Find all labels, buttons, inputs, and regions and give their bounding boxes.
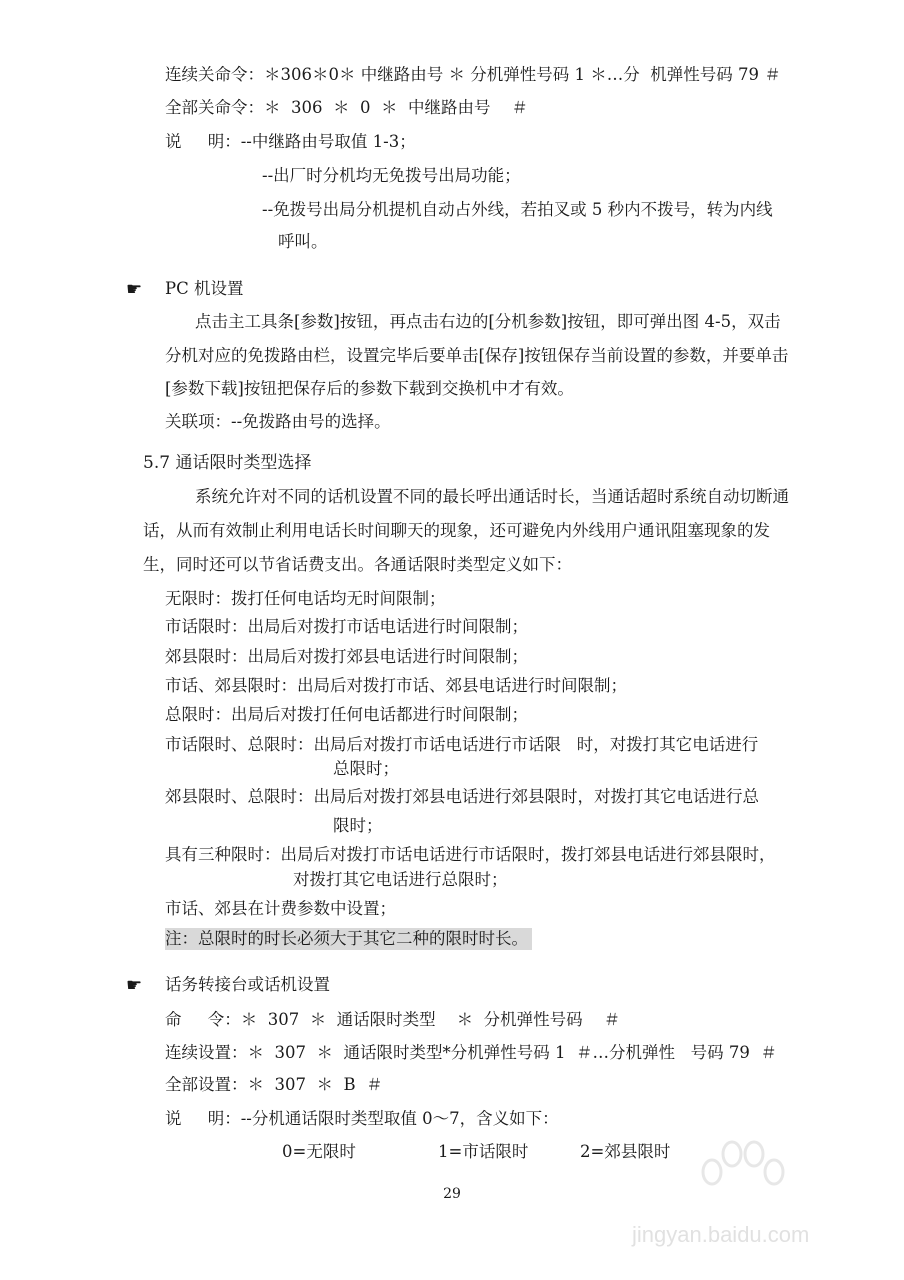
section-heading: PC 机设置 (165, 279, 244, 298)
watermark-url: jingyan.baidu.com (632, 1222, 810, 1247)
definition-line: 市话限时、总限时：出局后对拨打市话电话进行市话限 时，对拨打其它电话进行 (165, 735, 759, 754)
definition-line: 无限时：拨打任何电话均无时间限制； (165, 589, 446, 608)
definition-line: 郊县限时、总限时：出局后对拨打郊县电话进行郊县限时，对拨打其它电话进行总 (165, 787, 759, 806)
related-items: 关联项：--免拨路由号的选择。 (165, 412, 391, 431)
type-item: 1=市话限时 (438, 1142, 529, 1161)
command-line: 全部设置：＊ 307 ＊ B ＃ (165, 1075, 383, 1094)
command-line: 命 令：＊ 307 ＊ 通话限时类型 ＊ 分机弹性号码 ＃ (165, 1010, 621, 1029)
text-line: 呼叫。 (278, 232, 328, 251)
definition-line: 郊县限时：出局后对拨打郊县电话进行时间限制； (165, 647, 528, 666)
definition-line: 限时； (333, 816, 383, 835)
type-item: 0=无限时 (282, 1142, 356, 1161)
highlighted-note: 注：总限时的时长必须大于其它二种的限时时长。 (165, 928, 532, 950)
command-line: 连续设置：＊ 307 ＊ 通话限时类型*分机弹性号码 1 ＃…分机弹性 号码 79 ＃ (165, 1043, 777, 1062)
text-line: --免拨号出局分机提机自动占外线，若拍叉或 5 秒内不拨号，转为内线 (262, 200, 773, 219)
command-line: 说 明：--分机通话限时类型取值 0～7，含义如下： (165, 1109, 559, 1128)
type-item: 2=郊县限时 (580, 1142, 671, 1161)
text-line: 说 明：--中继路由号取值 1-3； (165, 132, 416, 151)
paragraph-line: 分机对应的免拨路由栏，设置完毕后要单击[保存]按钮保存当前设置的参数，并要单击 (165, 346, 789, 365)
text-line: --出厂时分机均无免拨号出局功能； (262, 166, 521, 185)
paragraph-line: 系统允许对不同的话机设置不同的最长呼出通话时长，当通话超时系统自动切断通 (195, 487, 789, 506)
paw-icon (682, 1132, 802, 1202)
section-heading: 话务转接台或话机设置 (165, 975, 330, 994)
pointing-hand-icon: ☛ (126, 975, 143, 996)
definition-line: 市话、郊县在计费参数中设置； (165, 899, 396, 918)
paragraph-line: 生，同时还可以节省话费支出。各通话限时类型定义如下： (143, 555, 572, 574)
definition-line: 对拨打其它电话进行总限时； (293, 870, 508, 889)
pointing-hand-icon: ☛ (126, 279, 143, 300)
definition-line: 市话、郊县限时：出局后对拨打市话、郊县电话进行时间限制； (165, 676, 627, 695)
baidu-watermark (612, 1152, 882, 1262)
paragraph-line: 话，从而有效制止利用电话长时间聊天的现象，还可避免内外线用户通讯阻塞现象的发 (143, 521, 770, 540)
section-heading: 5.7 通话限时类型选择 (143, 453, 312, 473)
page-number: 29 (443, 1186, 461, 1202)
definition-line: 市话限时：出局后对拨打市话电话进行时间限制； (165, 617, 528, 636)
paragraph-line: [参数下载]按钮把保存后的参数下载到交换机中才有效。 (165, 379, 574, 398)
definition-line: 具有三种限时：出局后对拨打市话电话进行市话限时，拨打郊县电话进行郊县限时， (165, 845, 776, 864)
definition-line: 总限时：出局后对拨打任何电话都进行时间限制； (165, 705, 528, 724)
text-line: 连续关命令：＊306＊0＊ 中继路由号 ＊ 分机弹性号码 1 ＊…分 机弹性号码 79 ＃ (165, 65, 781, 84)
definition-line: 总限时； (333, 759, 399, 778)
text-line: 全部关命令：＊ 306 ＊ 0 ＊ 中继路由号 ＃ (165, 98, 528, 117)
paragraph-line: 点击主工具条[参数]按钮，再点击右边的[分机参数]按钮，即可弹出图 4-5，双击 (195, 312, 781, 331)
